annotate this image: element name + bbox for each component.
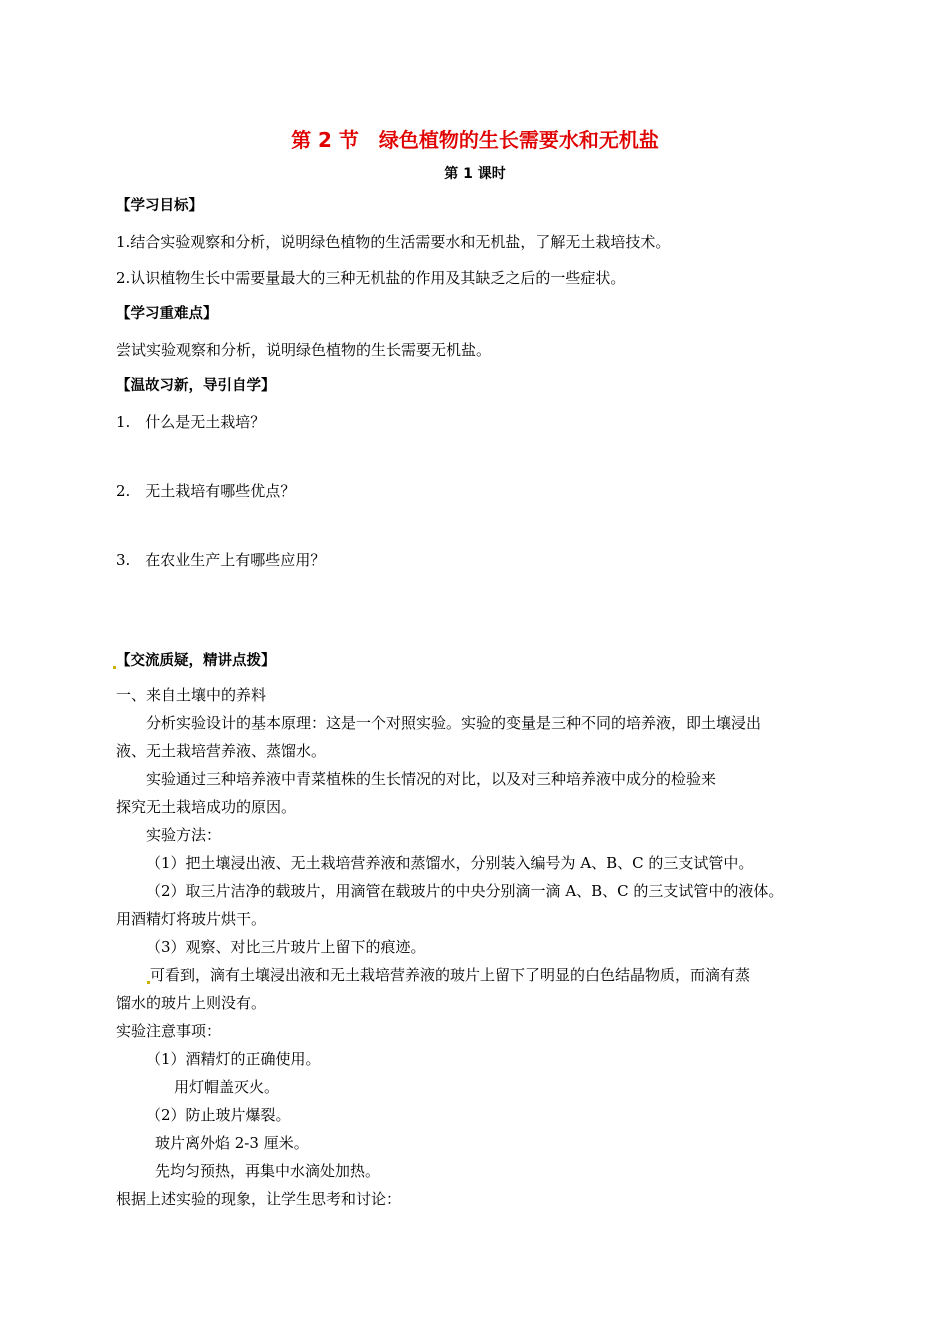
body-line: （2）取三片洁净的载玻片，用滴管在载玻片的中央分别滴一滴 A、B、C 的三支试管中的液体。 xyxy=(146,882,784,900)
key-points-heading: 【学习重难点】 xyxy=(116,306,218,322)
review-question: 2. 无土栽培有哪些优点？ xyxy=(116,482,296,500)
key-points-text: 尝试实验观察和分析，说明绿色植物的生长需要无机盐。 xyxy=(116,341,492,359)
body-line: 根据上述实验的现象，让学生思考和讨论： xyxy=(116,1190,402,1208)
page-title: 第 2 节 绿色植物的生长需要水和无机盐 xyxy=(291,128,659,152)
body-line: （1）把土壤浸出液、无土栽培营养液和蒸馏水，分别装入编号为 A、B、C 的三支试管中。 xyxy=(146,854,754,872)
body-line: 液、无土栽培营养液、蒸馏水。 xyxy=(116,742,327,760)
body-line: 馏水的玻片上则没有。 xyxy=(116,994,267,1012)
body-line: 用酒精灯将玻片烘干。 xyxy=(116,910,267,928)
review-question: 1. 什么是无土栽培？ xyxy=(116,413,266,431)
review-heading: 【温故习新，导引自学】 xyxy=(116,378,276,394)
body-line: 实验通过三种培养液中青菜植株的生长情况的对比，以及对三种培养液中成分的检验来 xyxy=(146,770,717,788)
body-line: 探究无土栽培成功的原因。 xyxy=(116,798,297,816)
objective-item: 2.认识植物生长中需要量最大的三种无机盐的作用及其缺乏之后的一些症状。 xyxy=(116,269,626,287)
body-line: 实验注意事项： xyxy=(116,1022,222,1040)
objectives-heading: 【学习目标】 xyxy=(116,198,203,214)
objective-item: 1.结合实验观察和分析，说明绿色植物的生活需要水和无机盐，了解无土栽培技术。 xyxy=(116,233,671,251)
discussion-heading: 【交流质疑，精讲点拨】 xyxy=(112,651,276,671)
body-line: 实验方法： xyxy=(146,826,222,844)
body-line: （2）防止玻片爆裂。 xyxy=(146,1106,291,1124)
lesson-period: 第 1 课时 xyxy=(444,166,506,182)
body-line: 用灯帽盖灭火。 xyxy=(174,1078,280,1096)
section-title: 一、来自土壤中的养料 xyxy=(116,686,267,704)
body-line: 可看到，滴有土壤浸出液和无土栽培营养液的玻片上留下了明显的白色结晶物质，而滴有蒸 xyxy=(146,965,750,985)
body-line: 先均匀预热，再集中水滴处加热。 xyxy=(155,1162,381,1180)
body-line: 玻片离外焰 2-3 厘米。 xyxy=(155,1134,309,1152)
body-line: 分析实验设计的基本原理：这是一个对照实验。实验的变量是三种不同的培养液，即土壤浸出 xyxy=(146,714,762,732)
body-line: （1）酒精灯的正确使用。 xyxy=(146,1050,321,1068)
review-question: 3. 在农业生产上有哪些应用？ xyxy=(116,551,326,569)
body-line: （3）观察、对比三片玻片上留下的痕迹。 xyxy=(146,938,426,956)
